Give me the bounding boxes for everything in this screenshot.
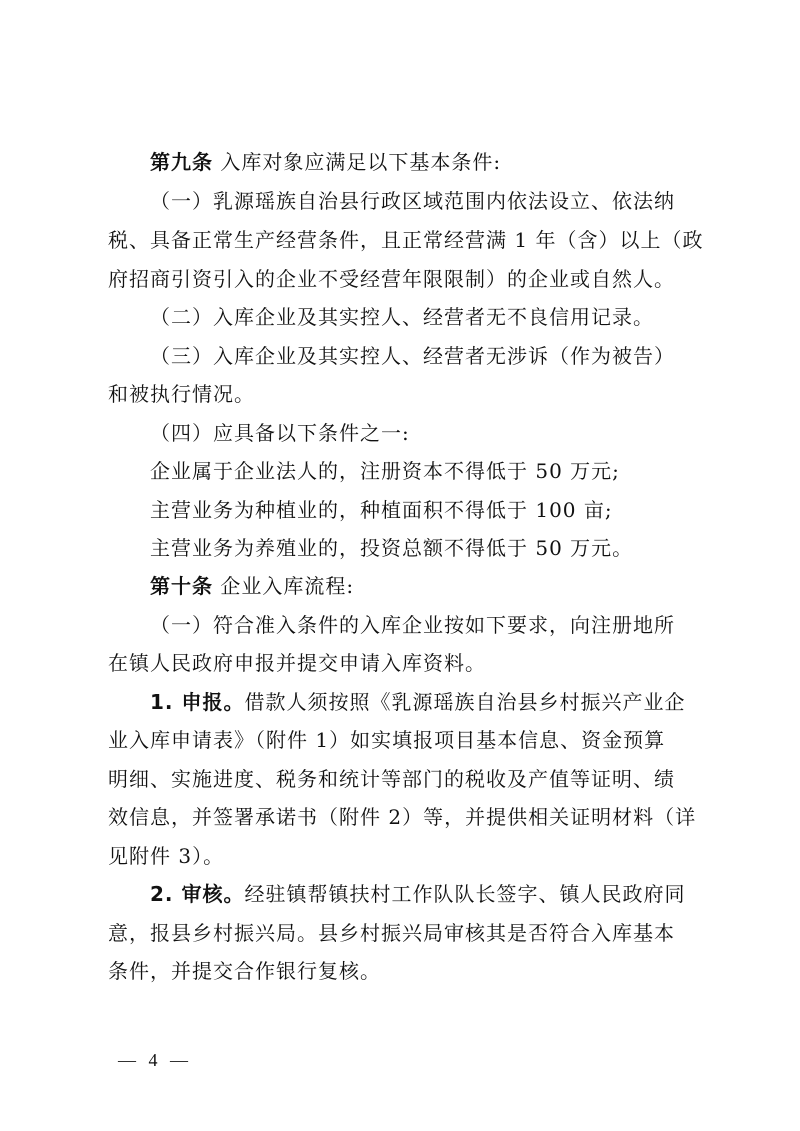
article10-intro: 企业入库流程: bbox=[213, 574, 355, 598]
page-number: — 4 — bbox=[118, 1050, 192, 1070]
paragraph-text: 主营业务为种植业的，种植面积不得低于 100 亩; bbox=[150, 498, 613, 522]
paragraph-text: 业入库申请表》（附件 1）如实填报项目基本信息、资金预算 bbox=[108, 728, 666, 752]
paragraph-text: （一）符合准入条件的入库企业按如下要求，向注册地所 bbox=[150, 613, 675, 637]
article10-heading: 第十条 bbox=[150, 574, 213, 598]
paragraph-text: 主营业务为养殖业的，投资总额不得低于 50 万元。 bbox=[150, 536, 634, 560]
paragraph-text: （一）乳源瑶族自治县行政区域范围内依法设立、依法纳 bbox=[150, 189, 675, 213]
paragraph-text: 和被执行情况。 bbox=[108, 382, 255, 406]
paragraph-text: 企业属于企业法人的，注册资本不得低于 50 万元; bbox=[150, 459, 620, 483]
paragraph-text: （二）入库企业及其实控人、经营者无不良信用记录。 bbox=[150, 305, 654, 329]
paragraph-text: 借款人须按照《乳源瑶族自治县乡村振兴产业企 bbox=[244, 690, 686, 714]
paragraph-text: 经驻镇帮镇扶村工作队队长签字、镇人民政府同 bbox=[244, 882, 686, 906]
step1-heading: 1. 申报。 bbox=[150, 690, 245, 714]
paragraph-text: （四）应具备以下条件之一: bbox=[150, 421, 410, 445]
paragraph-text: 条件，并提交合作银行复核。 bbox=[108, 959, 381, 983]
paragraph-text: 效信息，并签署承诺书（附件 2）等，并提供相关证明材料（详 bbox=[108, 805, 697, 829]
paragraph-text: 见附件 3）。 bbox=[108, 844, 225, 868]
paragraph-text: 在镇人民政府申报并提交申请入库资料。 bbox=[108, 651, 486, 675]
paragraph-text: 税、具备正常生产经营条件，且正常经营满 1 年（含）以上（政 bbox=[108, 228, 704, 252]
paragraph-text: 府招商引资引入的企业不受经营年限限制）的企业或自然人。 bbox=[108, 267, 675, 291]
article9-heading: 第九条 bbox=[150, 150, 213, 174]
paragraph-text: （三）入库企业及其实控人、经营者无涉诉（作为被告） bbox=[150, 344, 675, 368]
paragraph-text: 意，报县乡村振兴局。县乡村振兴局审核其是否符合入库基本 bbox=[108, 921, 675, 945]
step2-heading: 2. 审核。 bbox=[150, 882, 245, 906]
article9-intro: 入库对象应满足以下基本条件: bbox=[213, 150, 502, 174]
paragraph-text: 明细、实施进度、税务和统计等部门的税收及产值等证明、绩 bbox=[108, 767, 675, 791]
